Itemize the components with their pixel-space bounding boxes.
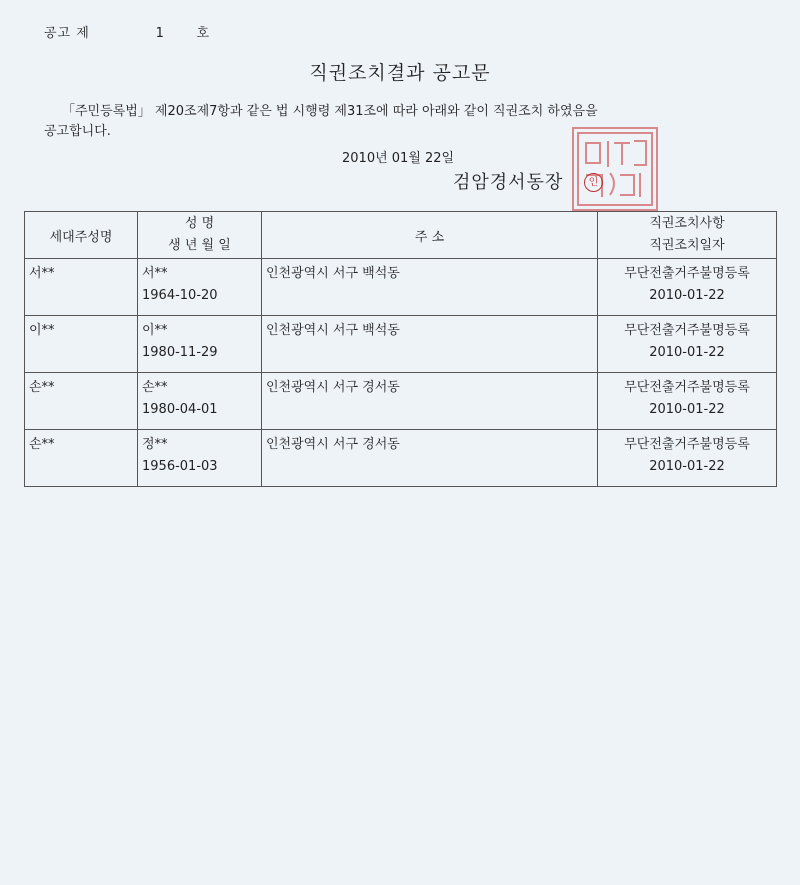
cell-action: 무단전출거주불명등록 2010-01-22 bbox=[598, 373, 777, 430]
cell-household-head: 손** bbox=[25, 430, 138, 487]
cell-address: 인천광역시 서구 백석동 bbox=[262, 259, 598, 316]
cell-address: 인천광역시 서구 경서동 bbox=[262, 373, 598, 430]
body-text-line2: 공고합니다. bbox=[44, 124, 111, 139]
cell-household-head: 서** bbox=[25, 259, 138, 316]
action-result-table bbox=[24, 211, 777, 487]
table-row bbox=[25, 316, 777, 373]
official-seal bbox=[572, 127, 658, 211]
table-row bbox=[25, 259, 777, 316]
notice-prefix: 공고 제 bbox=[44, 26, 90, 41]
issuer-stamp: 인 bbox=[584, 173, 603, 192]
notice-suffix: 호 bbox=[196, 26, 211, 41]
table-row bbox=[25, 430, 777, 487]
cell-action: 무단전출거주불명등록 2010-01-22 bbox=[598, 430, 777, 487]
header-household-head: 세대주성명 bbox=[25, 212, 138, 259]
cell-address: 인천광역시 서구 경서동 bbox=[262, 430, 598, 487]
table-row bbox=[25, 373, 777, 430]
cell-name-birth: 정** 1956-01-03 bbox=[138, 430, 262, 487]
issuer-name: 검암경서동장 bbox=[453, 172, 564, 193]
body-text-line1: 「주민등록법」 제20조제7항과 같은 법 시행령 제31조에 따라 아래와 같이 직권조치 하였음을 bbox=[62, 104, 598, 119]
seal-pattern-icon bbox=[574, 129, 656, 209]
cell-household-head: 손** bbox=[25, 373, 138, 430]
page-title: 직권조치결과 공고문 bbox=[309, 62, 491, 84]
cell-action: 무단전출거주불명등록 2010-01-22 bbox=[598, 259, 777, 316]
table-header-row bbox=[25, 212, 777, 259]
header-name-birth: 성 명 생 년 월 일 bbox=[138, 212, 262, 259]
cell-name-birth: 손** 1980-04-01 bbox=[138, 373, 262, 430]
notice-date: 2010년 01월 22일 bbox=[342, 151, 455, 166]
notice-number bbox=[44, 22, 210, 41]
cell-address: 인천광역시 서구 백석동 bbox=[262, 316, 598, 373]
cell-action: 무단전출거주불명등록 2010-01-22 bbox=[598, 316, 777, 373]
cell-name-birth: 서** 1964-10-20 bbox=[138, 259, 262, 316]
notice-number-value: 1 bbox=[155, 26, 165, 41]
cell-household-head: 이** bbox=[25, 316, 138, 373]
header-address: 주 소 bbox=[262, 212, 598, 259]
header-action: 직권조치사항 직권조치일자 bbox=[598, 212, 777, 259]
cell-name-birth: 이** 1980-11-29 bbox=[138, 316, 262, 373]
